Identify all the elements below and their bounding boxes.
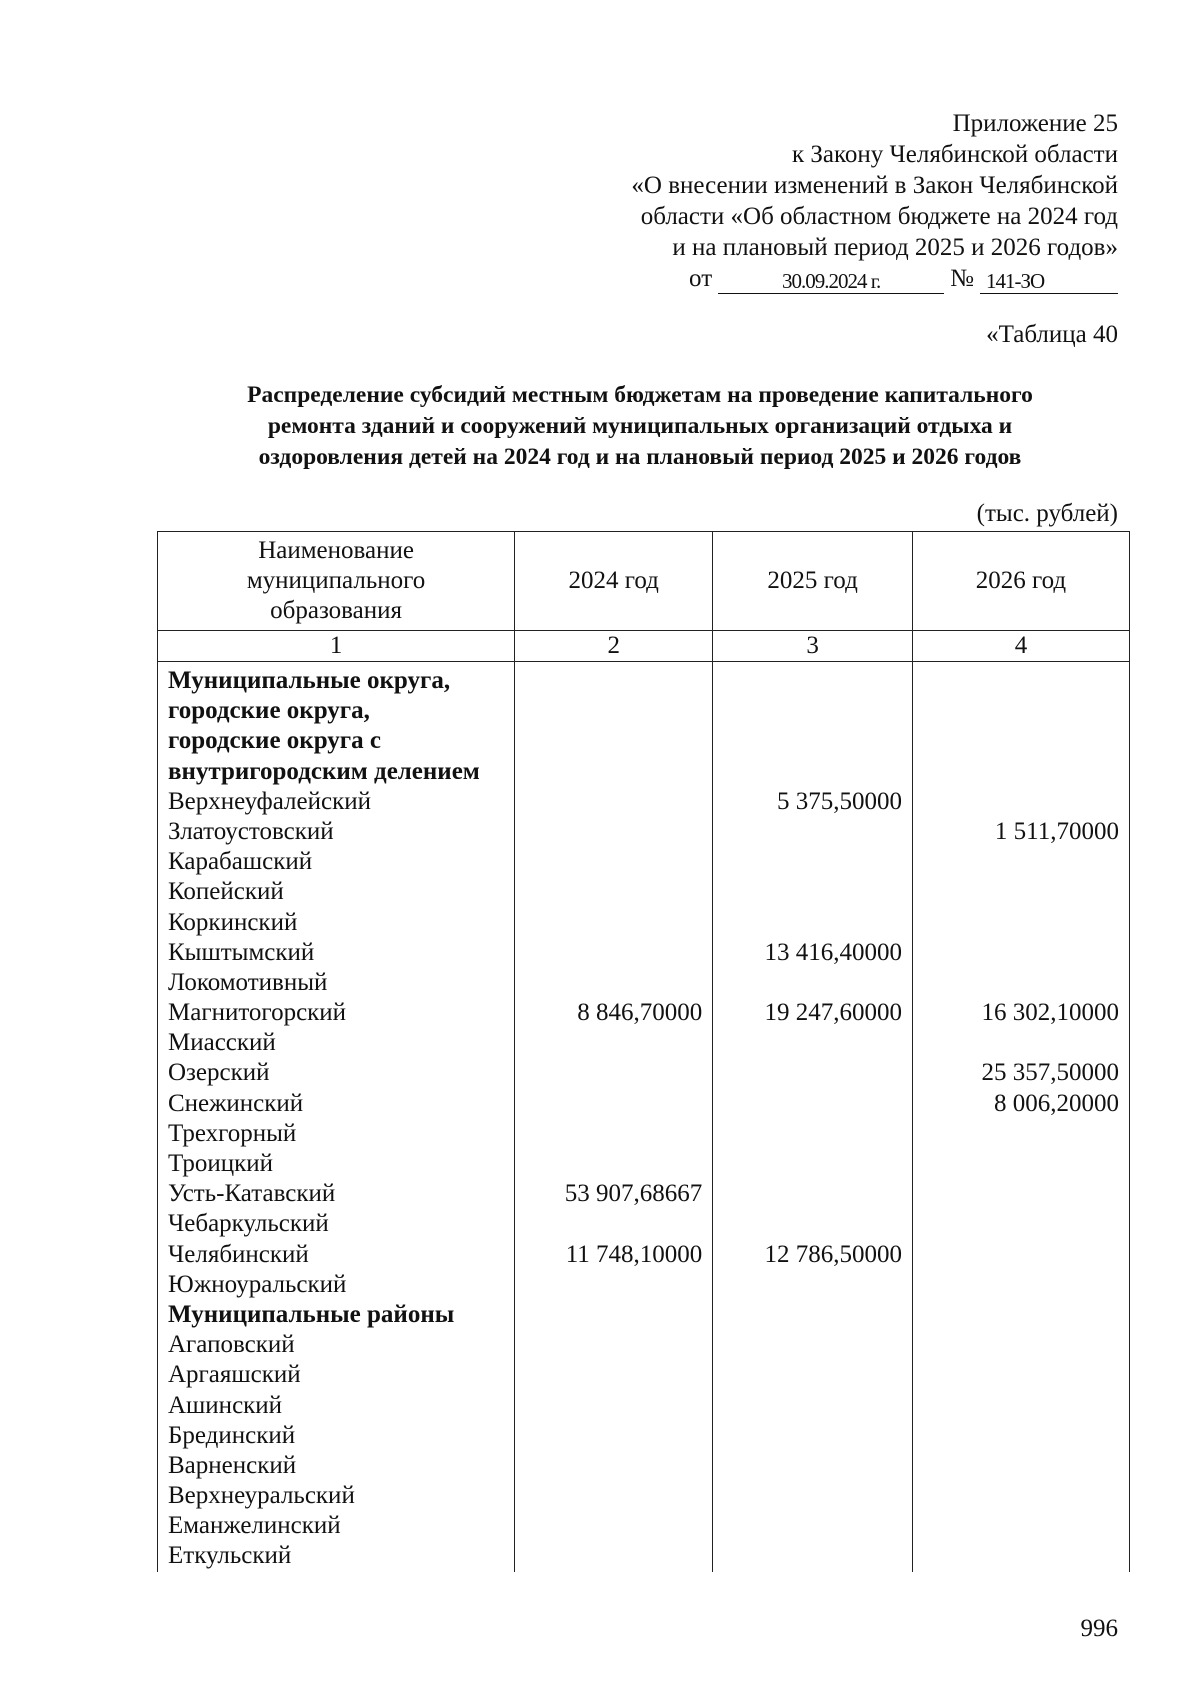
value-2026 — [923, 1119, 1119, 1149]
header-line: и на плановый период 2025 и 2026 годов» — [672, 234, 1118, 261]
value-2024 — [525, 1028, 702, 1058]
value-2026 — [923, 1511, 1119, 1541]
title-line: оздоровления детей на 2024 год и на плановый период 2025 и 2026 годов — [258, 444, 1022, 470]
law-date: 30.09.2024 г. — [718, 269, 944, 294]
value-2026 — [923, 1451, 1119, 1481]
value-2025 — [723, 1149, 902, 1179]
value-2026 — [923, 1421, 1119, 1451]
appendix-header — [498, 108, 1118, 294]
value-2026 — [923, 1149, 1119, 1179]
table-header-row — [158, 532, 1130, 631]
subsidy-table — [157, 531, 1130, 1572]
value-2026 — [923, 1360, 1119, 1390]
column-number: 4 — [912, 631, 1129, 662]
value-2025: 13 416,40000 — [764, 938, 902, 966]
table-label: «Таблица 40 — [986, 321, 1118, 348]
value-2025 — [723, 666, 902, 696]
value-2025 — [723, 1481, 902, 1511]
values-2026-column — [912, 662, 1129, 1572]
municipality-name: городские округа с — [168, 727, 381, 755]
column-number-row — [158, 631, 1130, 662]
value-2024 — [525, 1451, 702, 1481]
value-2025 — [723, 1270, 902, 1300]
value-2026 — [923, 1481, 1119, 1511]
value-2026 — [923, 1300, 1119, 1330]
header-text: муниципального — [246, 567, 426, 594]
value-2024 — [525, 847, 702, 877]
header-text: Наименование — [258, 537, 414, 564]
document-title — [150, 380, 1130, 473]
value-2024: 8 846,70000 — [577, 999, 703, 1027]
units-label: (тыс. рублей) — [976, 500, 1118, 527]
municipality-name: Аргаяшский — [168, 1361, 301, 1389]
municipality-name: Кыштымский — [168, 938, 315, 966]
value-2025 — [723, 1451, 902, 1481]
value-2024 — [525, 968, 702, 998]
value-2024 — [525, 1391, 702, 1421]
municipality-name: Муниципальные районы — [168, 1300, 455, 1328]
header-line: «О внесении изменений в Закон Челябинской — [631, 172, 1118, 199]
column-number: 3 — [713, 631, 913, 662]
value-2024 — [525, 1089, 702, 1119]
law-number: 141-ЗО — [980, 269, 1118, 294]
column-number: 1 — [158, 631, 515, 662]
value-2024 — [525, 908, 702, 938]
value-2024 — [525, 1360, 702, 1390]
value-2025: 5 375,50000 — [776, 787, 902, 815]
value-2025 — [723, 1300, 902, 1330]
value-2024 — [525, 787, 702, 817]
value-2025: 19 247,60000 — [764, 999, 902, 1027]
municipality-name: внутригородским делением — [168, 757, 480, 785]
value-2025 — [723, 1119, 902, 1149]
municipality-name: Еманжелинский — [168, 1512, 341, 1540]
value-2025 — [723, 696, 902, 726]
value-2026 — [923, 1330, 1119, 1360]
municipality-name: Верхнеуральский — [168, 1482, 355, 1510]
municipality-name: Варненский — [168, 1451, 297, 1479]
municipality-name: Ашинский — [168, 1391, 283, 1419]
municipality-name: Брединский — [168, 1421, 296, 1449]
number-label: № — [950, 265, 974, 292]
value-2026 — [923, 877, 1119, 907]
value-2024 — [525, 1058, 702, 1088]
value-2026 — [923, 1270, 1119, 1300]
value-2024 — [525, 1330, 702, 1360]
value-2026 — [923, 666, 1119, 696]
municipality-name: Усть-Катавский — [168, 1180, 336, 1208]
municipality-name: Челябинский — [168, 1240, 309, 1268]
value-2026 — [923, 938, 1119, 968]
value-2026 — [923, 726, 1119, 756]
municipality-name: Агаповский — [168, 1331, 295, 1359]
value-2024 — [525, 1300, 702, 1330]
value-2025 — [723, 1511, 902, 1541]
value-2025: 12 786,50000 — [764, 1240, 902, 1268]
municipality-name: Южноуральский — [168, 1270, 347, 1298]
value-2025 — [723, 1058, 902, 1088]
municipality-name: Еткульский — [168, 1542, 292, 1570]
value-2026 — [923, 968, 1119, 998]
value-2024 — [525, 1481, 702, 1511]
value-2024 — [525, 757, 702, 787]
municipality-name: Троицкий — [168, 1150, 273, 1177]
value-2026 — [923, 1209, 1119, 1239]
value-2025 — [723, 1028, 902, 1058]
names-column — [158, 662, 515, 1572]
header-line: к Закону Челябинской области — [792, 141, 1118, 168]
value-2026: 25 357,50000 — [981, 1059, 1119, 1087]
municipality-name: городские округа, — [168, 697, 370, 725]
value-2026 — [923, 787, 1119, 817]
from-label: от — [689, 265, 713, 292]
law-date-number — [498, 263, 1118, 294]
value-2024 — [525, 1511, 702, 1541]
value-2024: 53 907,68667 — [564, 1180, 703, 1208]
value-2024 — [525, 1119, 702, 1149]
value-2024 — [525, 877, 702, 907]
value-2025 — [723, 817, 902, 847]
municipality-name: Верхнеуфалейский — [168, 787, 371, 815]
value-2024 — [525, 817, 702, 847]
municipality-name: Миасский — [168, 1029, 276, 1057]
value-2025 — [723, 1179, 902, 1209]
value-2024 — [525, 726, 702, 756]
header-2026: 2026 год — [912, 532, 1129, 631]
value-2024 — [525, 938, 702, 968]
municipality-name: Чебаркульский — [168, 1210, 329, 1238]
municipality-name: Магнитогорский — [168, 999, 347, 1027]
value-2025 — [723, 908, 902, 938]
header-municipality — [158, 532, 515, 631]
value-2025 — [723, 1089, 902, 1119]
value-2026 — [923, 696, 1119, 726]
column-number: 2 — [515, 631, 713, 662]
municipality-name: Коркинский — [168, 908, 298, 936]
header-2024: 2024 год — [515, 532, 713, 631]
value-2024 — [525, 1541, 702, 1571]
value-2026: 16 302,10000 — [981, 999, 1119, 1027]
title-line: Распределение субсидий местным бюджетам на проведение капитального — [247, 382, 1033, 408]
value-2026 — [923, 1179, 1119, 1209]
value-2024 — [525, 1270, 702, 1300]
value-2025 — [723, 1541, 902, 1571]
value-2026 — [923, 1028, 1119, 1058]
value-2024: 11 748,10000 — [565, 1240, 703, 1268]
header-text: образования — [270, 597, 402, 624]
value-2026 — [923, 1391, 1119, 1421]
value-2026 — [923, 1240, 1119, 1270]
value-2025 — [723, 1360, 902, 1390]
header-line: области «Об областном бюджете на 2024 год — [640, 203, 1118, 230]
value-2025 — [723, 1209, 902, 1239]
municipality-name: Муниципальные округа, — [168, 667, 451, 694]
value-2025 — [723, 847, 902, 877]
value-2025 — [723, 1421, 902, 1451]
value-2025 — [723, 968, 902, 998]
value-2024 — [525, 696, 702, 726]
value-2026 — [923, 757, 1119, 787]
value-2026 — [923, 847, 1119, 877]
value-2026: 8 006,20000 — [994, 1089, 1119, 1117]
municipality-name: Златоустовский — [168, 817, 334, 845]
value-2025 — [723, 877, 902, 907]
municipality-name: Карабашский — [168, 848, 313, 876]
value-2024 — [525, 1149, 702, 1179]
values-2024-column — [515, 662, 713, 1572]
value-2025 — [723, 757, 902, 787]
title-line: ремонта зданий и сооружений муниципальных организаций отдыха и — [267, 413, 1013, 439]
value-2026 — [923, 1541, 1119, 1571]
value-2025 — [723, 1391, 902, 1421]
table-body-row — [158, 662, 1130, 1572]
municipality-name: Снежинский — [168, 1089, 304, 1117]
municipality-name: Копейский — [168, 878, 284, 906]
value-2024 — [525, 1209, 702, 1239]
value-2026: 1 511,70000 — [994, 817, 1119, 845]
values-2025-column — [713, 662, 913, 1572]
value-2024 — [525, 666, 702, 696]
page-number: 996 — [1080, 1615, 1118, 1642]
header-2025: 2025 год — [713, 532, 913, 631]
municipality-name: Озерский — [168, 1059, 270, 1087]
header-line: Приложение 25 — [952, 110, 1118, 137]
value-2025 — [723, 726, 902, 756]
municipality-name: Локомотивный — [168, 968, 328, 996]
value-2026 — [923, 908, 1119, 938]
municipality-name: Трехгорный — [168, 1119, 297, 1147]
value-2024 — [525, 1421, 702, 1451]
value-2025 — [723, 1330, 902, 1360]
